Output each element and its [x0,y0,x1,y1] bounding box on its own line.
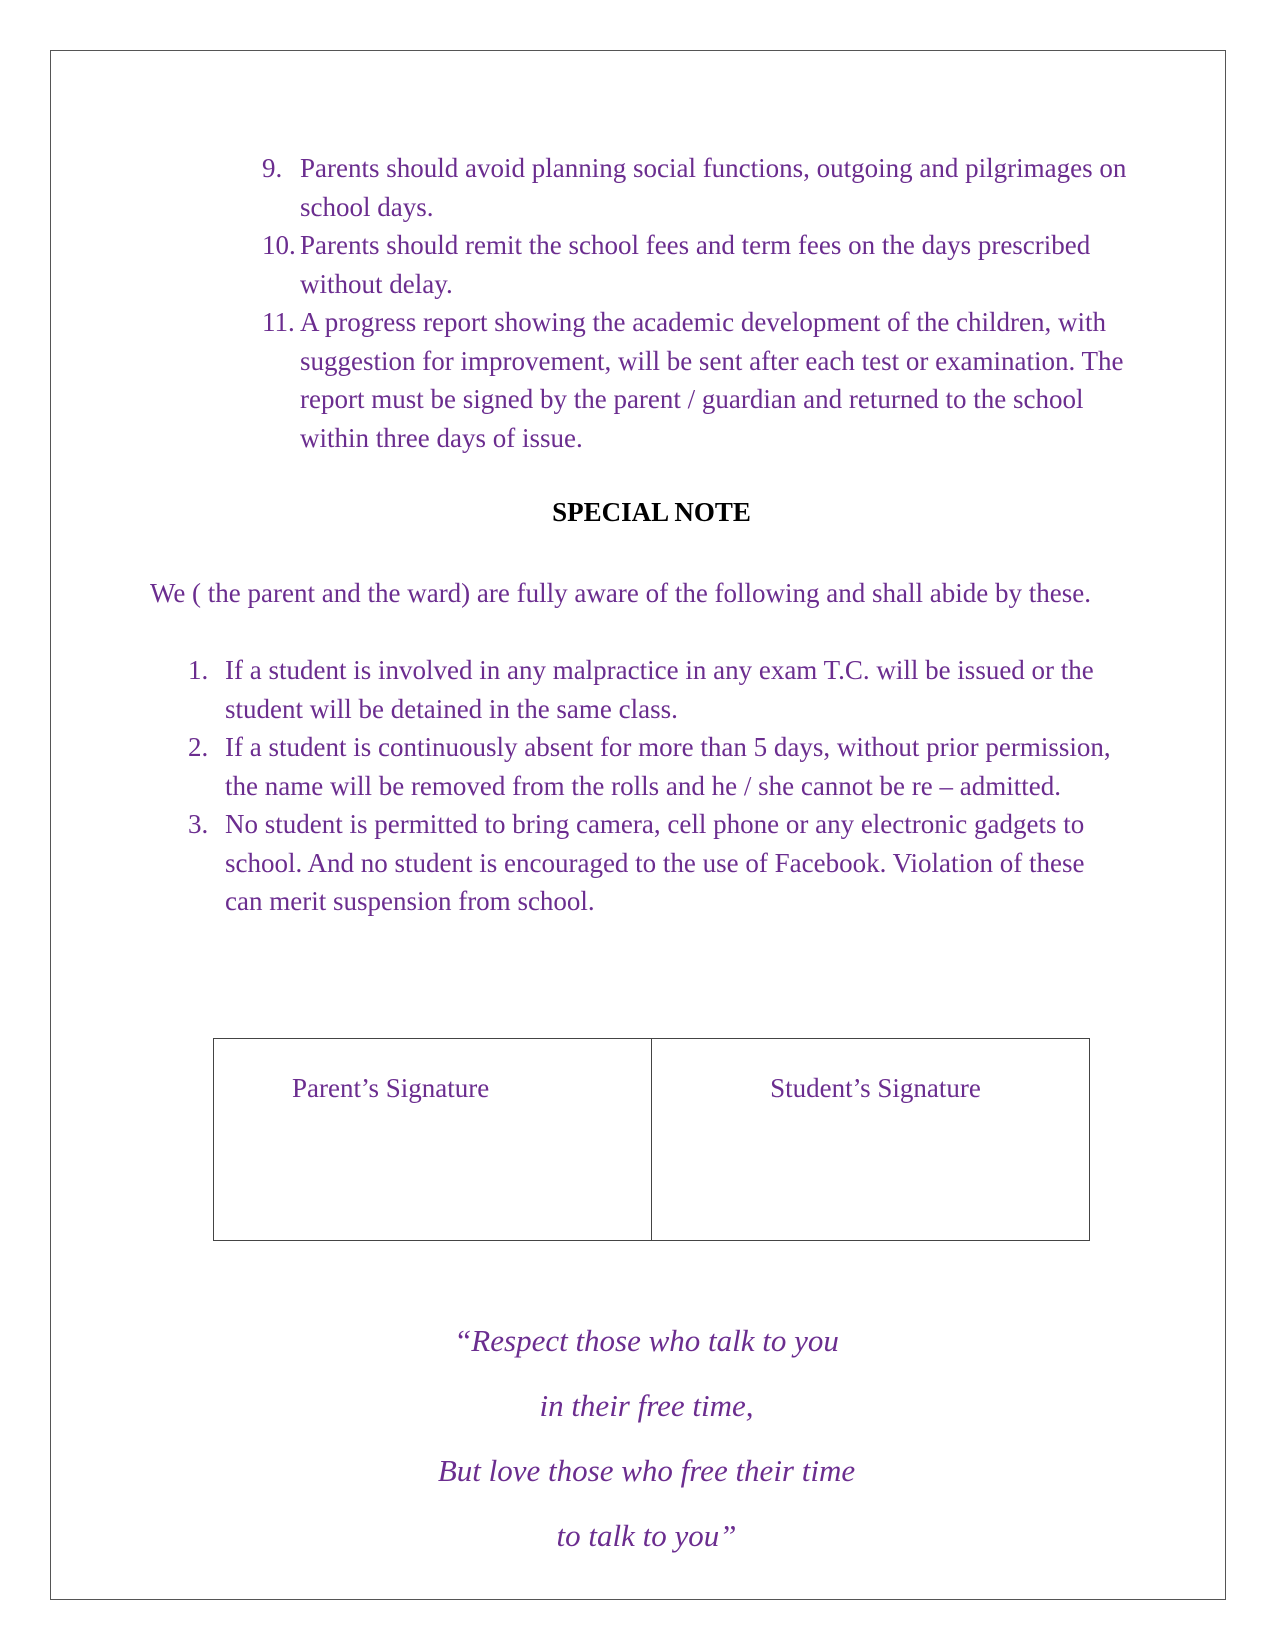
rule-item-9 [262,149,1132,226]
note-item-2 [188,728,1128,805]
note-number: 1. [188,655,209,685]
student-signature-label: Student’s Signature [770,1073,981,1103]
parent-signature-box[interactable] [214,1039,652,1241]
parent-signature-label: Parent’s Signature [292,1073,490,1103]
quote-line: But love those who free their time [437,1453,856,1488]
rule-text: Parents should avoid planning social functions, outgoing and pilgrimages on school days. [300,153,1127,222]
quote-line: in their free time, [539,1388,754,1423]
special-note-heading: SPECIAL NOTE [552,497,751,527]
note-number: 3. [188,809,209,839]
rule-number: 10. [262,230,296,260]
note-text: If a student is continuously absent for more than 5 days, without prior permission, the name will be removed from the rolls and he / she cannot be re – admitted. [225,732,1111,801]
closing-quote [0,1308,1275,1568]
quote-line: to talk to you” [556,1518,737,1553]
rule-item-10 [262,226,1132,303]
signature-table [213,1038,1090,1241]
rule-number: 9. [262,153,283,183]
note-item-1 [188,651,1128,728]
note-text: No student is permitted to bring camera, cell phone or any electronic gadgets to school. And no student is encouraged to the use of Facebook. Violation of these can merit suspension from school. [225,809,1085,916]
note-number: 2. [188,732,209,762]
rule-text: Parents should remit the school fees and term fees on the days prescribed without delay. [300,230,1091,299]
special-note-list [188,651,1128,921]
rule-text: A progress report showing the academic development of the children, with suggestion for improvement, will be sent after each test or examination. The report must be signed by the parent / guardian and returned to the school within three days of issue. [300,307,1124,453]
special-note-intro: We ( the parent and the ward) are fully aware of the following and shall abide by these. [150,578,1091,608]
rule-number: 11. [262,307,295,337]
student-signature-box[interactable] [652,1039,1090,1241]
note-text: If a student is involved in any malpractice in any exam T.C. will be issued or the student will be detained in the same class. [225,655,1094,724]
rules-list [262,149,1132,457]
note-item-3 [188,805,1128,921]
rule-item-11 [262,303,1132,457]
quote-line: “Respect those who talk to you [454,1323,839,1358]
